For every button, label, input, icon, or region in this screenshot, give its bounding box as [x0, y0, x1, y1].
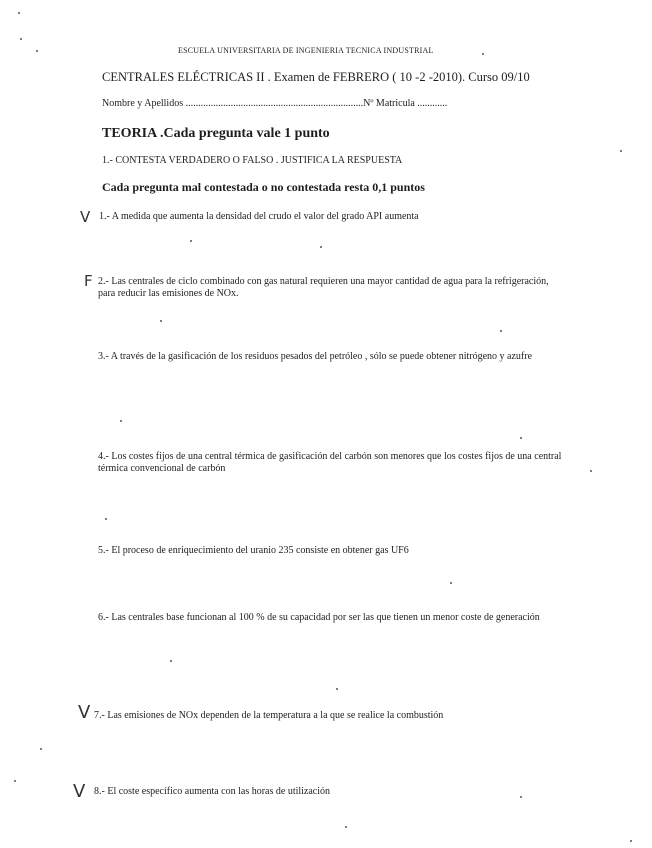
- scan-speck: [520, 796, 522, 798]
- scan-speck: [18, 12, 20, 14]
- question-4: 4.- Los costes fijos de una central térmica de gasificación del carbón son menores que los costes fijos de una central térmica convencional de carbón: [98, 451, 562, 474]
- exam-title: CENTRALES ELÉCTRICAS II . Examen de FEBRERO ( 10 -2 -2010). Curso 09/10: [102, 70, 530, 84]
- handwritten-mark-q1: V: [80, 208, 91, 226]
- question-7: 7.- Las emisiones de NOx dependen de la temperatura a la que se realice la combustión: [94, 710, 444, 721]
- scan-speck: [450, 582, 452, 584]
- scan-speck: [620, 150, 622, 152]
- question-3: 3.- A través de la gasificación de los residuos pesados del petróleo , sólo se puede obtener nitrógeno y azufre: [98, 351, 533, 362]
- question-5: 5.- El proceso de enriquecimiento del uranio 235 consiste en obtener gas UF6: [98, 545, 409, 556]
- question-1: 1.- A medida que aumenta la densidad del crudo el valor del grado API aumenta: [99, 211, 419, 222]
- question-6: 6.- Las centrales base funcionan al 100 % de su capacidad por ser las que tienen un menor coste de generación: [98, 612, 540, 623]
- question-2: 2.- Las centrales de ciclo combinado con gas natural requieren una mayor cantidad de agua para la refrigeración, para reducir las emisiones de NOx.: [98, 276, 549, 299]
- scan-speck: [160, 320, 162, 322]
- student-name-line: Nombre y Apellidos .......................................................................Nº Matricula ............: [102, 98, 448, 109]
- scan-speck: [500, 330, 502, 332]
- section-title: TEORIA .Cada pregunta vale 1 punto: [102, 126, 330, 141]
- scan-speck: [630, 840, 632, 842]
- scan-speck: [20, 38, 22, 40]
- scan-speck: [345, 826, 347, 828]
- scan-speck: [520, 437, 522, 439]
- school-name: ESCUELA UNIVERSITARIA DE INGENIERIA TECNICA INDUSTRIAL: [178, 46, 434, 55]
- scan-speck: [590, 470, 592, 472]
- scan-speck: [14, 780, 16, 782]
- penalty-note: Cada pregunta mal contestada o no contestada resta 0,1 puntos: [102, 180, 425, 194]
- handwritten-mark-q8: V: [73, 781, 86, 802]
- scan-speck: [36, 50, 38, 52]
- scan-speck: [336, 688, 338, 690]
- scan-speck: [482, 53, 484, 55]
- scan-speck: [320, 246, 322, 248]
- scan-speck: [120, 420, 122, 422]
- scan-speck: [190, 240, 192, 242]
- question-8: 8.- El coste específico aumenta con las horas de utilización: [94, 786, 331, 797]
- scan-speck: [105, 518, 107, 520]
- scan-speck: [40, 748, 42, 750]
- handwritten-mark-q2: F: [84, 272, 93, 290]
- handwritten-mark-q7: V: [78, 702, 91, 723]
- scan-speck: [170, 660, 172, 662]
- section-instruction: 1.- CONTESTA VERDADERO O FALSO . JUSTIFICA LA RESPUESTA: [102, 155, 403, 166]
